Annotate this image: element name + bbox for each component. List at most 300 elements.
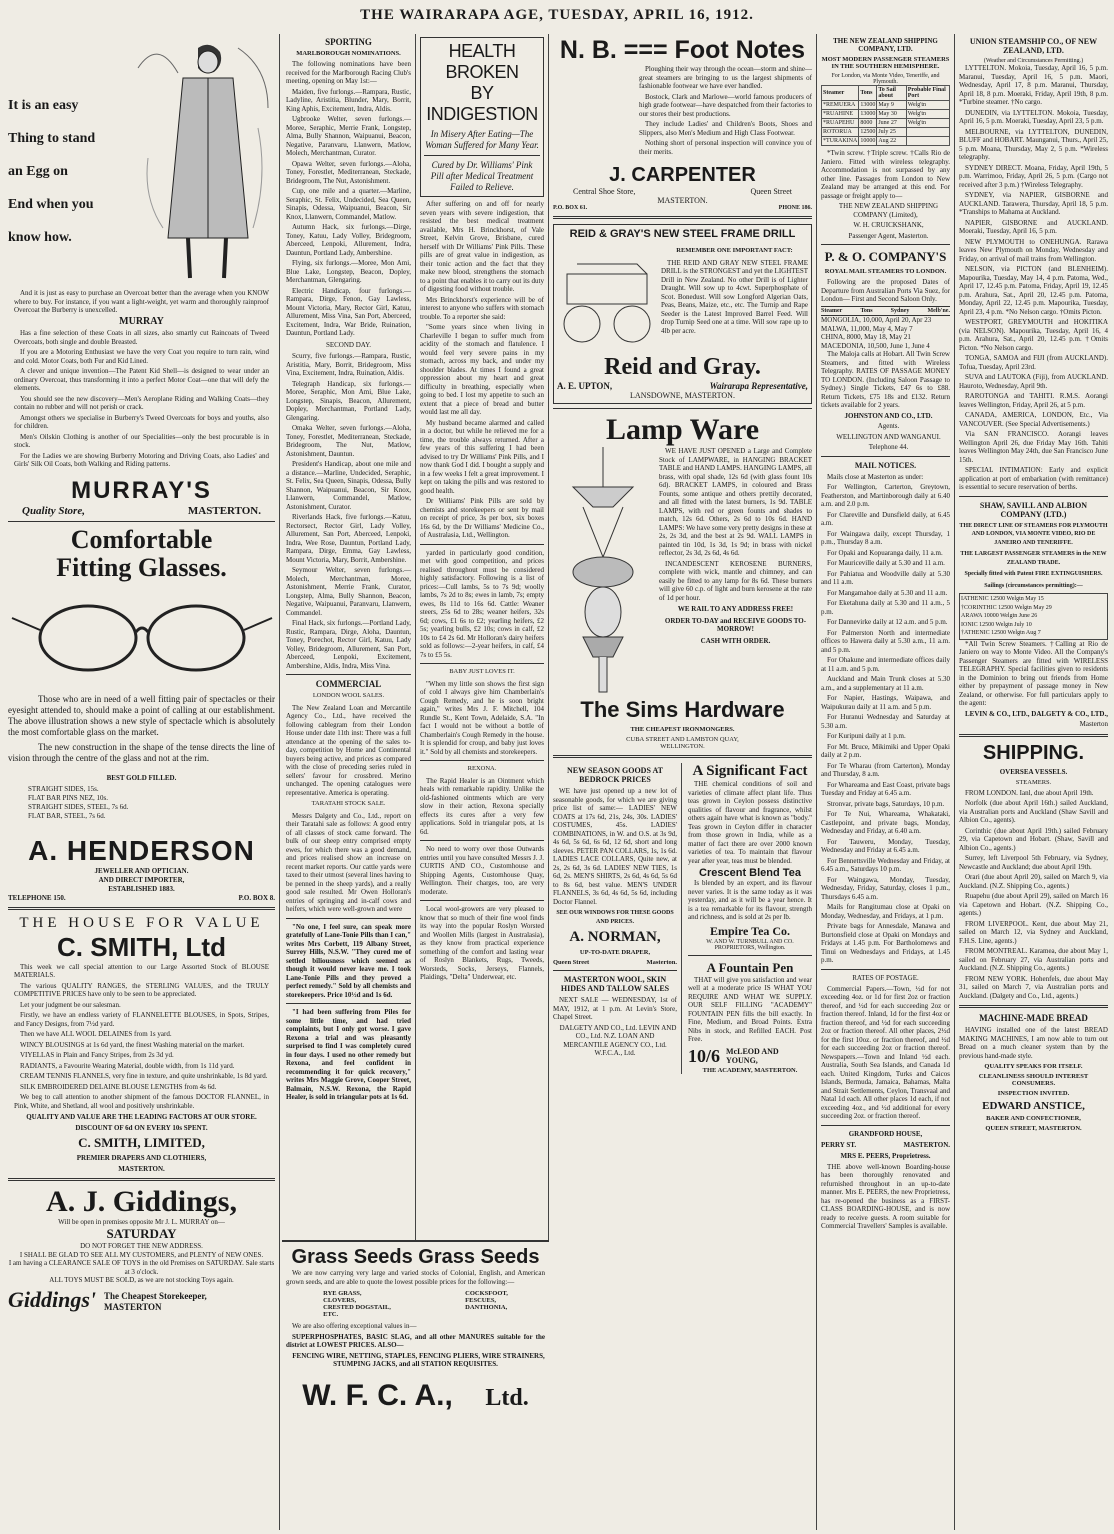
shaw-row: IATHENIC 12500 Welgtn May 15: [961, 596, 1044, 602]
giddings-day: SATURDAY: [106, 1226, 177, 1241]
shaw-row: †CORINTHIC 12500 Welgtn May 29: [961, 604, 1052, 611]
bread-clean: CLEANLINESS SHOULD INTEREST CONSUMERS.: [978, 1073, 1089, 1087]
footnotes-body-2: Bostock, Clark and Marlowe—world famous producers of high grade footwear—have despatched from their factories to our stores their best productions.: [639, 92, 812, 118]
empire-name: Empire Tea Co.: [709, 923, 791, 938]
crescent-body: Is blended by an expert, and its flavour never varies. It is the same today as it was yesterday, and as it will be a year hence. It is a tea remarkable for its flavour, strength and richness, and is sold at 2s per lb.: [688, 879, 812, 921]
rexona-body: The Rapid Healer is an Ointment which heals with remarkable rapidity. Unlike the old-fashioned ointments which are very slow in their action, Rexona specially effects its cures after a very few applications. Sold in triangular pots, at 1s 6d.: [420, 776, 544, 836]
price-3: STRAIGHT SIDES, STEEL, 7s 6d.: [28, 802, 129, 811]
woolgrowers-body: Local wool-growers are very pleased to know that so much of their fine wool finds its way into the popular Roslyn Worsted and Woollen Mills (largest in Australasia), as they know from practical experience something of the comfort and lasting wear of Roslyn Blankets, Rugs, Tweeds, Worsteds, Socks, Jerseys, Flannels, Plaidings, "Delta" Underwear, etc.: [420, 905, 544, 981]
giddings-name: A. J. Giddings,: [46, 1185, 237, 1218]
po-col-steamer: Steamer: [821, 307, 843, 314]
mail-head: MAIL NOTICES.: [854, 460, 917, 470]
race-5: Autumn Hack, six furlongs.—Dirge, Toney, Katuu, Lady Volley, Bridegroom, Aberceed, Lenpoki, Allurement, Indra, Dauntun, Portland Lady, Ambershine.: [286, 223, 411, 257]
footnotes-body-4: Nothing short of personal inspection will convince you of their merits.: [639, 139, 812, 156]
wool-sales-body: The New Zealand Loan and Mercantile Agency Co., Ltd., have received the following cablegram from their London House under date 11th inst: There was a full attendance at the opening of the sales to-day, competition by Home and Continental buyers being active, and prices as compared with the close of preceding series ruled in sellers' favour for crossbred. Merino unchanged. The opening catalogues were representative. America is operating.: [286, 703, 411, 797]
bread-name: EDWARD ANSTICE,: [982, 1100, 1085, 1112]
mail-item: For Waingawa, Monday, Tuesday, Wednesday, Friday, Saturday, closes 1 p.m., Thursdays 6.45 a.m.: [821, 875, 950, 901]
mail-item: For Napier, Hastings, Waipawa, and Waipukurau daily at 11 a.m. and 5 p.m.: [821, 694, 950, 711]
shaw-sub-3: Specially fitted with Patent FIRE EXTINGUISHERS.: [964, 571, 1103, 577]
lamp-rail: WE RAIL TO ANY ADDRESS FREE!: [677, 605, 794, 613]
norman-name: A. NORMAN,: [569, 929, 661, 945]
lamp-body: WE HAVE JUST OPENED a Large and Complete Stock of LAMPWARE, in HANGING BRACKET TABLE and HAND LAMPS. HANGING LAMPS, all brass, with opal shade, 12s 6d (with glass fount 10s 6d). BRACKET LAMPS, in coloured and Brass Founts, some antique and others prettily decorated, and all fitted with the latest burners, 1s 9d. TABLE LAMPS, with red or green founts and shades to match, 12s 6d. Others, 2s 6d to 10s 6d. HAND LAMPS: We have some very pretty designs in these at 2s, 2s 3d, and the best at 2s 9d. WALL LAMPS in painted tin 10d, 1s 3d, 1s 9d; in brass with nickel reflector, 2s 3d, 2s 6d, 4s 6d.: [659, 447, 812, 557]
smith-body-4: Firstly, we have an endless variety of FLANNELETTE BLOUSES, in Spots, Stripes, and Fancy Designs, from 7½d yard.: [14, 1011, 269, 1028]
reid-body: THE REID AND GRAY NEW STEEL FRAME DRILL is the STRONGEST and yet the LIGHTEST Drill in New Zealand. No other Drill is of Lighter Draught. Will sow up to 4cwt. Superphosphate of Scot. Bonedust. Will sow Longford Algerian Oats, Peas, Beans, Maize, etc., etc. The Turnip and Rape Seeder is the Latest Improved Barrel Feed. Will drop Turnip Seed one at a time. Will sow rape up to 4lb per acre.: [661, 258, 808, 335]
health-headline-1: HEALTH BROKEN: [445, 41, 519, 82]
race-2: Ugbrooke Welter, seven furlongs.—Moree, Seraphic, Merrie Frank, Longstep, Alma, Bully Shannon, Waipuanui, Beacon, Negative, Paranvaru, Llanwern, Matlow, Molech, Merchantman, Curator.: [286, 115, 411, 157]
smith-body-8: RADIANTS, a Favourite Wearing Material, double width, from 1s 11d yard.: [20, 1061, 235, 1070]
ship-item: Norfolk (due about April 16th.) sailed Auckland, via Australian ports and Auckland (Shaw Savill and Albion Co., agents).: [959, 799, 1108, 824]
race-6: Flying, six furlongs.—Moree, Mon Ami, Blue Lake, Longstep, Beacon, Dopley, Merchantman, Glengaring.: [286, 259, 411, 284]
shaw-notes: *All Twin Screw Steamers. †Calling at Rio de Janiero on way to Monte Video. All the Company's Passenger Steamers are fitted with WIRELESS TELEGRAPHY. Special facilities given to residents in the Dominion to bring out friends from Home either by prepayment of passage money in New Zealand, or otherwise. For full particulars apply to the agent:: [959, 639, 1108, 707]
glasses-text-2: The new construction in the shape of the tense directs the line of vision through the centre of the glass and not at the rim.: [8, 741, 275, 763]
mail-item: For Waingawa daily, except Thursday, 1 p.m., Thursday 8 a.m.: [821, 529, 950, 546]
mail-item: For Mauriceville daily at 5.30 and 11 a.m.: [827, 559, 945, 567]
henderson-sub-2: AND DIRECT IMPORTER,: [98, 875, 185, 884]
union-section: NAPIER, GISBORNE and AUCKLAND. Moeraki, Tuesday, April 16, 5 p.m.: [959, 218, 1108, 235]
nzsc-table: [821, 85, 950, 146]
masthead-title: THE WAIRARAPA AGE, TUESDAY, APRIL 16, 1912.: [360, 7, 754, 23]
nzsc-notes: *Twin screw. †Triple screw. †Calls Rio de Janiero. Fitted with wireless telegraphy. Accommodation is not surpassed by any other line. Passages from London to New Zealand may be arranged at this end. For passage or freight apply to—: [821, 149, 950, 200]
hanging-lamp-illustration: [553, 447, 653, 697]
fact-body: THE chemical conditions of soil and varieties of climate affect plant life. Thus teas grown in Ceylon possess distinctive qualities of flavour and fragrance, whilst others again have what is known as "body." Teas grown in Ceylon differ in character from those grown in India, while as a matter of fact there are over 2000 known varieties of tea. To maintain that flavour year after year, teas must be blended.: [688, 780, 812, 865]
nzsc-agents: THE NEW ZEALAND SHIPPING COMPANY (Limited),: [838, 202, 939, 219]
union-section: MELBOURNE, via LYTTELTON, DUNEDIN, BLUFF and HOBART. Maunganui, Thurs., April 25, 5 p.m. Moana, Thursday, May 2, 5 p.m. *Wireless telegraphy.: [959, 127, 1108, 161]
grass-item: FESCUES,: [465, 1297, 497, 1304]
pen-body: THAT will give you satisfaction and wear well at a moderate price IS WHAT YOU REQUIRE AND WHAT WE SUPPLY. OUR SELF FILLING "ACADEMY" FOUNTAIN PEN fills the bill exactly. In Fine, Medium, and Broad Points. Extra Nibs in stock, and Refilled EACH. Post Free.: [688, 975, 812, 1043]
po-head: P. & O. COMPANY'S: [824, 249, 947, 264]
mail-item: For Ohakune and intermediate offices daily at 11 a.m. and 5 p.m.: [821, 656, 950, 673]
egg-line-5: know how.: [8, 230, 72, 245]
testimonial-1: "No one, I feel sure, can speak more gratefully of Lane-Tonie Pills than I can," writes Mrs Corbett, 119 Albany Street, Surrey Hills, N.S.W. "They cured me of settled biliousness which seemed as though it would never leave me. I took Lane-Tonie Pills and they proved a perfect remedy." Sold by all chemists and storekeepers. Price 10½d and 1s 6d.: [286, 922, 411, 999]
pen-store: THE ACADEMY, MASTERTON.: [702, 1066, 798, 1074]
grass-item: CLOVERS,: [323, 1297, 357, 1304]
ship-item: FROM LONDON. Ianl, due about April 19th.: [965, 788, 1094, 797]
gold-filled: BEST GOLD FILLED.: [106, 773, 177, 782]
grass-seeds-ad: [282, 1240, 549, 1530]
mail-item: For Dannevirke daily at 12 a.m. and 5 p.m.: [827, 618, 948, 626]
health-body-1: After suffering on and off for nearly seven years with severe indigestion, that resisted the best medical treatment available, Mrs H. Brinckhorst, of Vale Street, Kelvin Grove, Brisbane, cured herself with Dr Williams' Pink Pills. These pills are of great value in indigestion, as their tonic action and the fact that they make new blood, strengthens the stomach to a point that enables it to carry out its duty of digesting food without trouble.: [420, 200, 544, 293]
overcoat-man-illustration: [128, 38, 278, 286]
giddings-signature: Giddings': [8, 1286, 97, 1312]
table-row: [822, 110, 950, 119]
norman-head: NEW SEASON GOODS AT BEDROCK PRICES: [567, 766, 663, 784]
price-2: FLAT BAR PINS NEZ, 10s.: [28, 793, 108, 802]
norman-addr: Queen Street: [553, 959, 590, 966]
race-2-4: President's Handicap, about one mile and a distance.—Marline, Undecided, Seraphic, St. Felix, Sea Queen, Sinapis, Odessa, Bully Shannon, Waipuanui, Beacon, Sir Knox, Llanwern, Commandel, Matlow, Astonishment, Curator.: [286, 460, 411, 511]
shaw-sub-2: THE LARGEST PASSENGER STEAMERS in the NEW ZEALAND TRADE.: [960, 551, 1107, 566]
nzsc-col-port: Probable Final Port: [906, 86, 949, 101]
murray-body-3: A clever and unique invention—The Patent Kid Shell—is designed to wear under an ordinary Overcoat, thus transforming it into a perfect Motor Coat—one that will defy the elements.: [14, 367, 269, 392]
nzsc-head: THE NEW ZEALAND SHIPPING COMPANY, LTD.: [833, 37, 938, 53]
fact-title: A Significant Fact: [692, 763, 808, 779]
lamp-order: ORDER TO-DAY and RECEIVE GOODS TO-MORROW!: [664, 616, 807, 633]
column-1: [4, 34, 280, 1530]
shipping-head: SHIPPING.: [982, 741, 1085, 764]
cell: [906, 137, 949, 146]
ship-item: Ruapehu (due about April 29), sailed on March 16 via Capetown and Hobart. (N.Z. Shipping Co., agents.): [959, 892, 1108, 917]
grass-item: RYE GRASS,: [323, 1290, 362, 1297]
murray-title: MURRAY: [119, 315, 164, 327]
race-2-2: Telegraph Handicap, six furlongs.—Moree, Seraphic, Mon Ami, Blue Lake, Longstep, Sinapis, Beacon, Allurement, Dopley, Merchantman, Portland Lady, Glengaring.: [286, 379, 411, 422]
carpenter-town: MASTERTON.: [657, 196, 708, 205]
union-section: SYDNEY DIRECT. Moana, Friday, April 19th, 5 p.m. Warrimoo, Friday, April 26, 5 p.m. (Cargo not received after 3 p.m.) †Wireless Telegraphy.: [959, 163, 1108, 189]
race-2-7: Final Hack, six furlongs.—Portland Lady, Rustic, Rampara, Dirge, Aloha, Dauntun, Toney, Porechot, Rector Girl, Katuu, Lady Volley, Bridegroom, Allurement, San Port, Aberceed, Lenpoki, Excitement, Ambershine, Aldis, Indra, Miss Vina.: [286, 619, 411, 670]
mail-item: For Kuripuni daily at 1 p.m.: [827, 732, 906, 740]
bread-body: HAVING installed one of the latest BREAD MAKING MACHINES, I am now able to turn out Bread on a much cleaner system than by the previous hand-made style.: [959, 1026, 1108, 1060]
union-list: [959, 64, 1108, 492]
union-note: (Weather and Circumstances Permitting.): [983, 58, 1084, 64]
bread-head: MACHINE-MADE BREAD: [979, 1013, 1088, 1023]
reid-head: REID & GRAY'S NEW STEEL FRAME DRILL: [569, 228, 796, 240]
cell: Welg'tn: [906, 119, 949, 128]
commercial-head: COMMERCIAL: [315, 679, 382, 689]
cell: June 27: [877, 119, 906, 128]
po-row-2: MALWA, 11,000, May 4, May 7: [821, 324, 913, 333]
nzsc-col-tons: Tons: [859, 86, 877, 101]
giddings-town: MASTERTON: [104, 1301, 162, 1312]
smith-body-5: Then we have ALL WOOL DELAINES from 1s yard.: [20, 1030, 172, 1038]
shaw-row: IONIC 12500 Welgtn July 10: [961, 621, 1032, 628]
grandford-street: PERRY ST.: [821, 1140, 857, 1149]
smith-body-6: WINCY BLOUSINGS at 1s 6d yard, the finest Washing material on the market.: [20, 1040, 245, 1049]
union-section: WESTPORT, GREYMOUTH and HOKITIKA (via NELSON). Mapourika, Tuesday, April 16, 4 p.m. Arahura, Sat., April 20, 12.45 p.m. †Omits Picton. *No Nelson cargo.: [959, 318, 1108, 352]
grass-item: DANTHONIA,: [465, 1304, 508, 1311]
union-section: Via SAN FRANCISCO. Aorangi leaves Wellington April 26, due Friday May 16th. Tahiti leaves Wellington May 24th, due San Francisco June 15th.: [959, 430, 1108, 464]
race-4: Cup, one mile and a quarter.—Marline, Seraphic, St. Felix, Undecided, Sea Queen, Sinapis, Odessa, Waipuanui, Beacon, Sir Knox, Llanwern, Commandel, Matlow.: [286, 187, 411, 221]
smith-head: THE HOUSE FOR VALUE: [19, 914, 264, 931]
reid-name: Reid and Gray.: [604, 354, 761, 380]
pen-name: McLEOD AND YOUNG,: [726, 1047, 779, 1065]
masthead: [0, 0, 1114, 30]
giddings-intro: Will be open in premises opposite Mr J. L. MURRAY on—: [58, 1218, 225, 1226]
union-section: SYDNEY, via NAPIER, GISBORNE and AUCKLAND. Tarawera, Thursday, April 18, 5 p.m. *Tranships to Mahama at Auckland.: [959, 191, 1108, 216]
pink-pills: Dr Williams' Pink Pills are sold by chemists and storekeepers or sent by mail on receipt of price, 3s per box, six boxes 16s 6d, by the Dr Williams' Medicine Co., of Australasia, Ltd., Wellington.: [420, 497, 544, 539]
column-4: [549, 34, 817, 1530]
grass-item: ETC.: [323, 1311, 339, 1318]
sims-sub: THE CHEAPEST IRONMONGERS.: [630, 726, 735, 733]
mail-item: For Te Nui, Whareama, Whakataki, Castlepoint, and private bags, Monday, Wednesday and Friday, at 6.40 a.m.: [821, 810, 950, 835]
smith-body-9: CREAM TENNIS FLANNELS, very fine in texture, and quite unshrinkable, 1s 8d yard.: [20, 1072, 268, 1080]
henderson-sub-1: JEWELLER AND OPTICIAN.: [94, 866, 189, 875]
ship-item: Orari (due about April 20), sailed on March 9, via Auckland. (N.Z. Shipping Co., agents.): [959, 873, 1108, 890]
drill-illustration: [557, 244, 657, 354]
smith-name: C. SMITH, Ltd: [57, 931, 226, 962]
cell: Welg'tn: [906, 110, 949, 119]
wfca-name: W. F. C. A.,: [302, 1378, 453, 1412]
wool-sale-agents: DALGETY AND CO., Ltd. LEVIN AND CO., Ltd. N.Z. LOAN AND MERCANTILE AGENCY CO., Ltd. W.F.C.A., Ltd.: [559, 1023, 677, 1057]
wool-sale-body: NEXT SALE — WEDNESDAY, 1st of MAY, 1912, at 1 p.m. At Levin's Store, Chapel Street.: [553, 996, 677, 1021]
rexona-head: REXONA.: [467, 765, 497, 772]
mail-item: For Palmerston North and intermediate offices to Hawera daily at 5.30 a.m., 11 a.m. and 5 p.m.: [821, 628, 950, 654]
smith-body-3: Let your judgment be our salesman.: [20, 1000, 121, 1009]
second-day-head: SECOND DAY.: [325, 340, 372, 349]
smith-discount: DISCOUNT OF 6d ON EVERY 10s SPENT.: [75, 1124, 208, 1132]
giddings-body-1: DO NOT FORGET THE NEW ADDRESS.: [80, 1242, 203, 1250]
sims-addr: CUBA STREET AND LAMBTON QUAY,: [626, 736, 739, 743]
mail-item: For Tauweru, Monday, Tuesday, Wednesday and Friday at 6.45 a.m.: [821, 837, 950, 854]
po-tel: Telephone 44.: [868, 443, 909, 451]
grass-manure: SUPERPHOSPHATES, BASIC SLAG, and all other MANURES suitable for the district at LOWEST PRICES. ALSO—: [286, 1332, 545, 1349]
health-body-4: My husband became alarmed and called in a doctor, but while he relieved me for a time, the trouble always returned. After a few years of this suffering I had been advised to try Dr Williams' Pink Pills, and I now thank God I did. I bought a supply and in a few weeks I felt a great improvement. I kept on taking the pills and was restored to good health.: [420, 418, 544, 495]
empire-sub: W. AND W. TURNBULL AND CO. PROPRIETORS, Wellington.: [706, 938, 794, 951]
norman-town: Masterton.: [646, 959, 677, 966]
mail-item: Private bags for Annesdale, Manawa and Burtonsfield close at Opaki on Mondays and Fridays at 1.45 p.m. For Bartholomews and Tinui on Wednesdays and Fridays, at 1.45 p.m.: [821, 922, 950, 964]
murray-body-4: You should see the new discovery—Men's Aeroplane Riding and Walking Coats—they contain no rubber and will not perish or crack.: [14, 394, 269, 411]
smith-limited: C. SMITH, LIMITED,: [78, 1135, 205, 1150]
grass-item: COCKSFOOT,: [465, 1290, 508, 1297]
race-3: Opawa Welter, seven furlongs.—Aloha, Toney, Forestlet, Mediterranean, Steckade, Bridegroom, The Nut, Astonishment.: [286, 159, 411, 185]
ship-list: [959, 789, 1108, 1001]
nzsc-sub: MOST MODERN PASSENGER STEAMERS IN THE SOUTHERN HEMISPHERE.: [821, 56, 950, 70]
henderson-name: A. HENDERSON: [28, 834, 255, 866]
grass-also: We are also offering exceptional values in—: [292, 1322, 417, 1330]
smith-body-11: We beg to call attention to another shipment of the famous DOCTOR FLANNEL, in Pink, White, and Shetland, all wool and positively unshrinkable.: [14, 1093, 269, 1110]
cell: 13000: [860, 102, 876, 108]
nzsc-route: For London, via Monte Video, Teneriffe, and Plymouth.: [831, 73, 940, 85]
price-1: STRAIGHT SIDES, 15s.: [28, 784, 99, 793]
race-1: Maiden, five furlongs.—Rampara, Rustic, Ladyline, Aristitia, Blunder, Mary, Borrit, King Aphis, Excitement, Indra, Aldis.: [286, 87, 411, 113]
mail-list: [821, 473, 950, 965]
health-headline-box: [420, 37, 544, 197]
worry-body: No need to worry over those Outwards entries until you have consulted Messrs J. J. CURTIS AND CO., Customhouse and Shipping Agents, Customhouse Quay, Wellington. Their charges, too, are very moderate.: [420, 845, 544, 896]
race-2-5: Riverlands Hack, five furlongs.—Katuu, Rectorsect, Rector Girl, Lady Volley, Allurement, San Port, Aberceed, Lenpoki, Indra, Wee Rose, Dauntun, Portland Lady, Rampara, Dirge, Emma, Gay Lawless, Mount Victoria, Mary, Borrit, Ambershine.: [286, 513, 411, 564]
grandford-head: GRANDFORD HOUSE,: [848, 1129, 923, 1138]
race-2-6: Seymour Welter, seven furlongs.—Molech, Merchantman, Moree, Astonishment, Merrie Frank, Curator, Longstep, Alma, Bully Shannon, Beacon, Negative, Waipuanui, Paranvaru, Llanwern, Commandel.: [286, 566, 411, 617]
upton-town: LANSDOWNE, MASTERTON.: [630, 391, 735, 400]
testimonial-2: "I had been suffering from Piles for some little time, and had tried complaints, but I only got worse. I gave Rexona a trial and was pleasantly surprised to find I was completely cured in four days. I used no other remedy but Rexona, and feel confident in recommending it for quick recovery," writes Mrs Maggie Grove, Cooper Street, Balmain, N.S.W. Rexona, the Rapid Healer, is sold in triangular pots at 1s 6d.: [286, 1008, 411, 1101]
ship-item: FROM MONTREAL. Karamea, due about May 1, sailed on February 27, via Australian ports and Auckland. (N.Z. Shipping Co., agents.): [959, 947, 1108, 972]
glasses-title-2: Fitting Glasses.: [56, 552, 227, 582]
bread-quality: QUALITY SPEAKS FOR ITSELF.: [984, 1063, 1083, 1070]
cell: *RUAPEHU: [822, 119, 859, 128]
mail-item: For Mangamahoe daily at 5.30 and 11 a.m.: [827, 588, 948, 597]
reid-gray-ad: [553, 224, 812, 404]
cell: 12500: [860, 129, 876, 135]
shaw-row: ARAWA 10000 Welgtn June 26: [961, 613, 1038, 619]
murray-brand: MURRAY'S: [71, 476, 212, 504]
spectacles-illustration: [8, 588, 276, 688]
grandford-prop: MRS E. PEERS, Proprietress.: [840, 1151, 931, 1160]
taratahi-body: Messrs Dalgety and Co., Ltd., report on their Taratahi sale as follows: A good entry of all classes of stock came forward. The bulk of our sheep entry comprised empty ewes, for which there was a good demand, and prices realised show an increase on recent market reports. Our cattle yards were taxed to their utmost (several lines having to be penned in the sheep yards), and a really good sale resulted. Mr Owen Holloran's entries of springing and in-calf cows and heifers, which were well-grown and were: [286, 811, 411, 913]
bread-invited: INSPECTION INVITED.: [997, 1090, 1070, 1097]
grass-body: We are now carrying very large and varied stocks of Colonial, English, and American grown seeds, and are able to quote the lowest possible prices for the following:—: [286, 1269, 545, 1286]
murray-intro: And it is just as easy to purchase an Overcoat better than the average when you KNOW where to buy. For instance, if you want a light-weight, yet warm and thoroughly rainproof Overcoat the Burberry is unexcelled.: [14, 289, 269, 314]
reid-fact-head: REMEMBER ONE IMPORTANT FACT:: [676, 247, 793, 254]
union-section: TONGA, SAMOA and FIJI (from AUCKLAND). Tofua, Tuesday, April 23rd.: [959, 354, 1108, 371]
cell: *RUAHINE: [822, 110, 859, 119]
cell: May 9: [877, 101, 906, 110]
mail-item: For Pahiatua and Woodville daily at 5.30 and 11 a.m.: [821, 569, 950, 586]
glasses-text: Those who are in need of a well fitting pair of spectacles or their eyesight attended to, should make a point of calling at our establishment. The above illustration shows a new style of spectacle which is absolutely the most comfortable glass on the market.: [8, 693, 275, 737]
carpenter-phone: PHONE 186.: [778, 205, 812, 211]
lamp-body-2: INCANDESCENT KEROSENE BURNERS, complete with wick, mantle and chimney, and can easily be fitted to any lamp for 8s 6d. These burners will give 60 c.p. of light and burn kerosene at the rate of 1d per hour.: [659, 559, 812, 602]
upton-name: A. E. UPTON,: [557, 381, 613, 391]
smith-body-10: SILK EMBROIDERED DELAINE BLOUSE LENGTHS from 4s 6d.: [20, 1082, 217, 1091]
shaw-agents: LEVIN & CO., LTD., DALGETY & CO., LTD.,: [965, 709, 1108, 718]
carpenter-name: J. CARPENTER: [609, 164, 756, 186]
smith-town: MASTERTON.: [118, 1165, 165, 1173]
po-agents: JOHNSTON AND CO., LTD.: [844, 411, 933, 420]
pen-title: A Fountain Pen: [706, 959, 794, 975]
giddings-body-2: I SHALL BE GLAD TO SEE ALL MY CUSTOMERS, and PLENTY of NEW ONES.: [19, 1250, 264, 1259]
murray-town: MASTERTON.: [187, 504, 261, 517]
ship-item: FROM NEW YORK. Hohenfels, due about May 31, sailed on March 7, via Australian ports and Auckland. (Dalgety and Co., Ltd., agents.): [959, 974, 1108, 1000]
race-7: Electric Handicap, four furlongs.—Rampara, Dirge, Fenon, Gay Lawless, Mount Victoria, Mary, Rector Girl, Katuu, Allurement, Miss Vina, San Port, Aberceed, Excitement, Indra, War Bride, Ruination, Dauntun, Portland Lady.: [286, 286, 411, 337]
price-4: FLAT BAR, STEEL, 7s 6d.: [28, 811, 106, 820]
carpenter-street: Queen Street: [750, 187, 792, 196]
ship-item: Corinthic (due about April 19th.) sailed February 29, via Capetown and Hobart. (Shaw, Savill and Albion Co., agents.): [959, 826, 1108, 852]
table-row: [822, 137, 950, 146]
murray-body-1: Has a fine selection of these Coats in all sizes, also smartly cut Raincoats of Tweed Overcoats, both single and double Breasted.: [14, 329, 269, 346]
mail-item: For Huranui Wednesday and Saturday at 5.30 a.m.: [821, 713, 950, 730]
lamp-title: Lamp Ware: [605, 413, 760, 446]
nominations-head: MARLBOROUGH NOMINATIONS.: [296, 50, 401, 57]
norman-show: SEE OUR WINDOWS FOR THESE GOODS AND PRICES.: [556, 910, 674, 925]
nzsc-col-steamer: Steamer: [822, 86, 859, 101]
mail-item: For Eketahuna daily at 5.30 and 11 a.m., 5 p.m.: [821, 599, 950, 616]
lamp-cash: CASH WITH ORDER.: [700, 636, 771, 645]
murray-body-7: For the Ladies we are showing Burberry Motoring and Driving Coats, also Ladies' and Girls' Silk Oil Coats, both Walking and Riding patterns.: [14, 451, 269, 468]
henderson-tel: TELEPHONE 150.: [8, 893, 66, 902]
egg-ad: [8, 34, 275, 289]
po-agent-role: Agents.: [877, 422, 900, 430]
murray-body-5: Amongst others we specialise in Burberry's Tweed Overcoats for boys and youths, also for children.: [14, 413, 269, 430]
cell: [906, 128, 949, 137]
grandford-town: MASTERTON.: [903, 1140, 950, 1149]
mail-item: For Te Wharau (from Carterton), Monday and Thursday, 8 a.m.: [821, 761, 950, 778]
column-5: [817, 34, 955, 1530]
egg-line-2: Thing to stand: [8, 131, 96, 146]
union-section: SUVA and LAUTOKA (Fiji), from AUCKLAND. Hauroto, Wednesday, April 9th.: [959, 373, 1108, 390]
cell: Aug 22: [877, 137, 906, 146]
ship-item: Surrey, left Liverpool 5th February, via Sydney, Newcastle and Auckland; due about April 19th.: [959, 854, 1108, 871]
crescent-title: Crescent Blend Tea: [699, 867, 801, 879]
shaw-sub: THE DIRECT LINE OF STEAMERS FOR PLYMOUTH AND LONDON, VIA MONTE VIDEO, RIO DE JANEIRO AND TENERIFFE.: [959, 522, 1108, 546]
cell: 8000: [859, 119, 877, 128]
mail-item: For Clareville and Dunsfield daily, at 6.45 a.m.: [821, 510, 950, 527]
po-col-melb: Melb'ne.: [927, 307, 950, 314]
giddings-body-3: I am having a CLEARANCE SALE OF TOYS in the old Premises on SATURDAY. Sale starts at 3 o'clock.: [8, 1259, 275, 1276]
cell: 13000: [860, 111, 876, 117]
postage-body: Commercial Papers.—Town, ½d for not exceeding 4oz. or 1d for first 2oz or fraction thereof, and ½d for each succeeding 2oz or fraction thereof. Inland, 1d for the first 4oz or fraction thereof, and ½d for each succeeding 2oz or fraction thereof. All other places, 2½d for the first 10oz. or fraction thereof, and ½d for each succeeding 2oz or fraction thereof. Newspapers.—Town and Inland ½d each. Australia, South Sea Islands, and Canada 1d each. United Kingdom, Turks and Caicos Islands, Bermuda, Jamaica, Bahamas, Malta and Strait Settlements, Ceylon, Transvaal and Natal 1d each. All other places 1d each, if not exceeding 4oz., and ½d additional for every succeeding 2oz. or fraction thereof.: [821, 984, 950, 1120]
grass-fencing: FENCING WIRE, NETTING, STAPLES, FENCING PLIERS, WIRE STRAINERS, STUMPING JACKS, and all STATION REQUISITES.: [292, 1351, 545, 1368]
giddings-tagline: The Cheapest Storekeeper,: [104, 1290, 207, 1301]
cell: ROTORUA: [822, 128, 859, 137]
health-body-3: "Some years since when living in Charleville I began to suffer much from acidity of the stomach and flatulence. I would feel very severe pains in my stomach, across my back, and under my shoulder blades. At times I found a great oppression about my heart and great difficulty in breathing, especially when going to bed. I lost my appetite to such an extent that a piece of bread and butter would last me all day.: [420, 323, 544, 416]
egg-line-1: It is an easy: [8, 98, 79, 113]
mail-item: For Whareama and East Coast, private bags Tuesday and Friday at 6.45 a.m.: [821, 780, 950, 797]
po-sub: ROYAL MAIL STEAMERS TO LONDON.: [824, 268, 947, 275]
cell: *TURAKINA: [823, 138, 858, 144]
bread-addr: QUEEN STREET, MASTERTON.: [985, 1125, 1082, 1132]
smith-drapers: PREMIER DRAPERS AND CLOTHIERS,: [76, 1154, 207, 1162]
mail-item: Mails close at Masterton as under:: [827, 472, 924, 481]
po-col-tons: Tons: [860, 307, 873, 314]
smith-body-1: This week we call special attention to our Large Assorted Stock of BLOUSE MATERIALS.: [14, 962, 269, 979]
sims-name: The Sims Hardware: [580, 697, 785, 722]
sims-town: WELLINGTON.: [660, 743, 705, 750]
ship-item: FROM LIVERPOOL. Kent, due about May 21, sailed on March 12, via Sydney and Auckland, F.H.S. Line, agents.): [959, 919, 1108, 945]
race-2-3: Omaka Welter, seven furlongs.—Aloha, Toney, Forestlet, Mediterranean, Steckade, Bridegroom, The Nut, Matlow, Astonishment, Dauntun.: [286, 424, 411, 458]
health-body-2: Mrs Brinckhorst's experience will be of interest to anyone who suffers with stomach trouble. To a reporter she said:: [420, 295, 544, 321]
health-deck-1: In Misery After Eating—The Woman Suffered for Many Year.: [425, 129, 539, 150]
cell: 10000: [860, 138, 876, 144]
grass-title: Grass Seeds Grass Seeds: [291, 1246, 540, 1268]
union-section: CANADA, AMERICA, LONDON, Etc., Via VANCOUVER. (See Special Advertisements.): [959, 411, 1108, 428]
health-deck-2: Cured by Dr. Williams' Pink Pill after Medical Treatment Failed to Relieve.: [430, 160, 534, 192]
po-row-1: MONGOLIA, 10,000, April 20, Apr 23: [821, 316, 932, 324]
shaw-sub-4: Sailings (circumstances permitting):—: [984, 582, 1083, 589]
oversea-head: OVERSEA VESSELS.: [999, 767, 1068, 776]
union-section: NEW PLYMOUTH to ONEHUNGA. Rarawa leaves New Plymouth on Monday, Wednesday and Friday, on arrival of mail trains from Wellington.: [959, 237, 1108, 263]
egg-line-3: an Egg on: [8, 164, 68, 179]
murray-store: Quality Store,: [22, 504, 85, 517]
norman-sub: UP-TO-DATE DRAPER,: [579, 949, 651, 956]
wool-sale-head: MASTERTON WOOL, SKIN HIDES AND TALLOW SALES: [560, 975, 670, 993]
po-notes: The Maloja calls at Hobart. All Twin Screw Steamers, and fitted with Wireless Telegraphy. RATES OF PASSAGE MONEY TO LONDON. (Including Saloon Passage to Sydney.) Single Tickets, £47 6s to £88. Return Tickets, £75 18s and £132. Return tickets available for 2 years.: [821, 350, 950, 409]
mail-item: For Opaki and Kopuaranga daily, 11 a.m.: [827, 548, 943, 557]
henderson-sub-3: ESTABLISHED 1883.: [108, 884, 175, 893]
union-head: UNION STEAMSHIP CO., OF NEW ZEALAND, LTD.: [969, 37, 1098, 55]
mail-item: Auckland and Main Trunk closes at 5.30 a.m., and a supplementary at 11 a.m.: [821, 675, 950, 692]
mail-item: For Bennettsville Wednesday and Friday, at 6.45 a.m., Saturdays 10 p.m.: [821, 856, 950, 873]
union-section: NELSON, via PICTON (and BLENHEIM). Mapourika, Tuesday, May 14, 4 p.m. Patoma, Wed., April 17, 12.45 p.m. Patoma, Friday, April 19, 12.45 p.m. Arahura, Sat., April 20, 12.45 p.m. Patoma, Monday, April 22, 12.45 p.m. Mapourika, Tuesday, April 23, 4 p.m. *No Nelson cargo. †Omits Picton.: [959, 265, 1108, 316]
cell: Welg'tn: [906, 101, 949, 110]
footnotes-body-3: They include Ladies' and Children's Boots, Shoes and Slippers, also Men's Medium and High Class Footwear.: [639, 120, 812, 137]
bread-role: BAKER AND CONFECTIONER,: [986, 1115, 1081, 1122]
egg-line-4: End when you: [8, 197, 94, 212]
footnotes-title: N. B. === Foot Notes: [559, 36, 806, 64]
shaw-town: Masterton: [1079, 720, 1108, 728]
baby-head: BABY JUST LOVES IT.: [449, 668, 515, 675]
cell: *REMUERA: [822, 101, 859, 110]
shaw-row: †ATHENIC 12500 Welgtn Aug 7: [961, 630, 1041, 636]
po-body: Following are the proposed Dates of Departure from Australian Ports Via Suez, for London— First and Second Saloon Only.: [821, 278, 950, 303]
union-intimation: SPECIAL INTIMATION: Early and explicit application at port of embarkation (with remittance) is essential to secure reservation of berths.: [959, 466, 1108, 491]
carpenter-store: Central Shoe Store,: [573, 187, 636, 196]
murray-copy: [8, 289, 275, 469]
po-town: WELLINGTON AND WANGANUI.: [836, 432, 941, 441]
glasses-title-1: Comfortable: [70, 524, 213, 554]
table-row: [822, 119, 950, 128]
po-row-3: CHINA, 8000, May 18, May 21: [821, 333, 911, 341]
pen-price: 10/6: [688, 1045, 721, 1066]
postage-head: RATES OF POSTAGE.: [852, 973, 919, 982]
henderson-box: P.O. BOX 8.: [238, 893, 275, 902]
upton-rep: Wairarapa Representative,: [709, 381, 808, 391]
table-row: [822, 128, 950, 137]
wfca-ltd: Ltd.: [485, 1384, 529, 1411]
nzsc-agent-role: Passenger Agent, Masterton.: [848, 231, 929, 240]
union-section: DUNEDIN, via LYTTELTON. Mokoia, Tuesday, April 16, 5 p.m. Moeraki, Tuesday, April 23, 5 p.m.: [959, 108, 1108, 125]
mail-item: For Wellington, Carterton, Greytown, Featherston, and Martinborough daily at 6.40 a.m. and 2.0 p.m.: [821, 483, 950, 508]
giddings-body-4: ALL TOYS MUST BE SOLD, as we are not stocking Toys again.: [49, 1276, 234, 1284]
murray-body-2: If you are a Motoring Enthusiast we have the very Coat you require to turn rain, wind and cold. Motor Coats, both Fur and Kid Lined.: [14, 348, 269, 365]
union-section: LYTTELTON. Mokoia, Tuesday, April 16, 5 p.m. Maranui, Tuesday, April 16, 5 p.m. Maori, Wednesday, April 17, 8 p.m. Maranui, Thursday, April 18, 8 p.m. Moeraki, Friday, April 19th, 8 p.m. *Turbine steamer. †No cargo.: [959, 64, 1108, 106]
race-2-1: Scurry, five furlongs.—Rampara, Rustic, Aristitia, Mary, Borrit, Bridegroom, Miss Vina, Excitement, Indra, Ruination, Aldis.: [286, 352, 411, 377]
footnotes-body-1: Ploughing their way through the ocean—storm and shine—great steamers are bringing to us the largest shipments of fashionable footwear we have ever handled.: [639, 65, 812, 90]
column-6: [955, 34, 1112, 1530]
sporting-head: SPORTING: [325, 37, 372, 47]
taratahi-head: TARATAHI STOCK SALE.: [311, 800, 386, 807]
steamers-head: STEAMERS.: [1015, 778, 1052, 786]
yarded-text: yarded in particularly good condition, met with good competition, and prices realised throughout must be considered highly satisfactory. Following is a list of prices:—Cull lambs, 5s to 7s 9d; woolly lambs, 7s 2d to 8s; ewes in lamb, 7s; empty ewes, 8s 11d to 16s 6d. Cattle: Weaner steers, 25s 6d to 28s; weaner heifers, 32s 6d; cows, £1 6s to £2; yearling heifers, £2 5s; yearling bulls, £2 10s; cows in calf, £2 10s to £4 2s 6d. Mr Holloran's dairy heifers sold as follows:—2-year heifers, in calf, £4 7s to £5 5s.: [420, 548, 544, 659]
cell: May 30: [877, 110, 906, 119]
smith-quality: QUALITY AND VALUE ARE THE LEADING FACTORS AT OUR STORE.: [26, 1113, 257, 1121]
baby-body: "When my little son shows the first sign of cold I always give him Chamberlain's Cough Remedy, and he is soon bright again," writes Mrs J. F. Mitchell, 104 Rundle St., Kent Town, Adelaide, S.A. "In fact I would not be without a bottle of Chamberlain's Cough Remedy in the house. It is splendid for croup, and baby just loves it." Sold by all chemists and storekeepers.: [420, 679, 544, 756]
mail-item: Stronvar, private bags, Saturdays, 10 p.m.: [827, 799, 945, 808]
mail-item: For Mt. Bruce, Mikimiki and Upper Opaki daily at 2 p.m.: [821, 742, 950, 759]
